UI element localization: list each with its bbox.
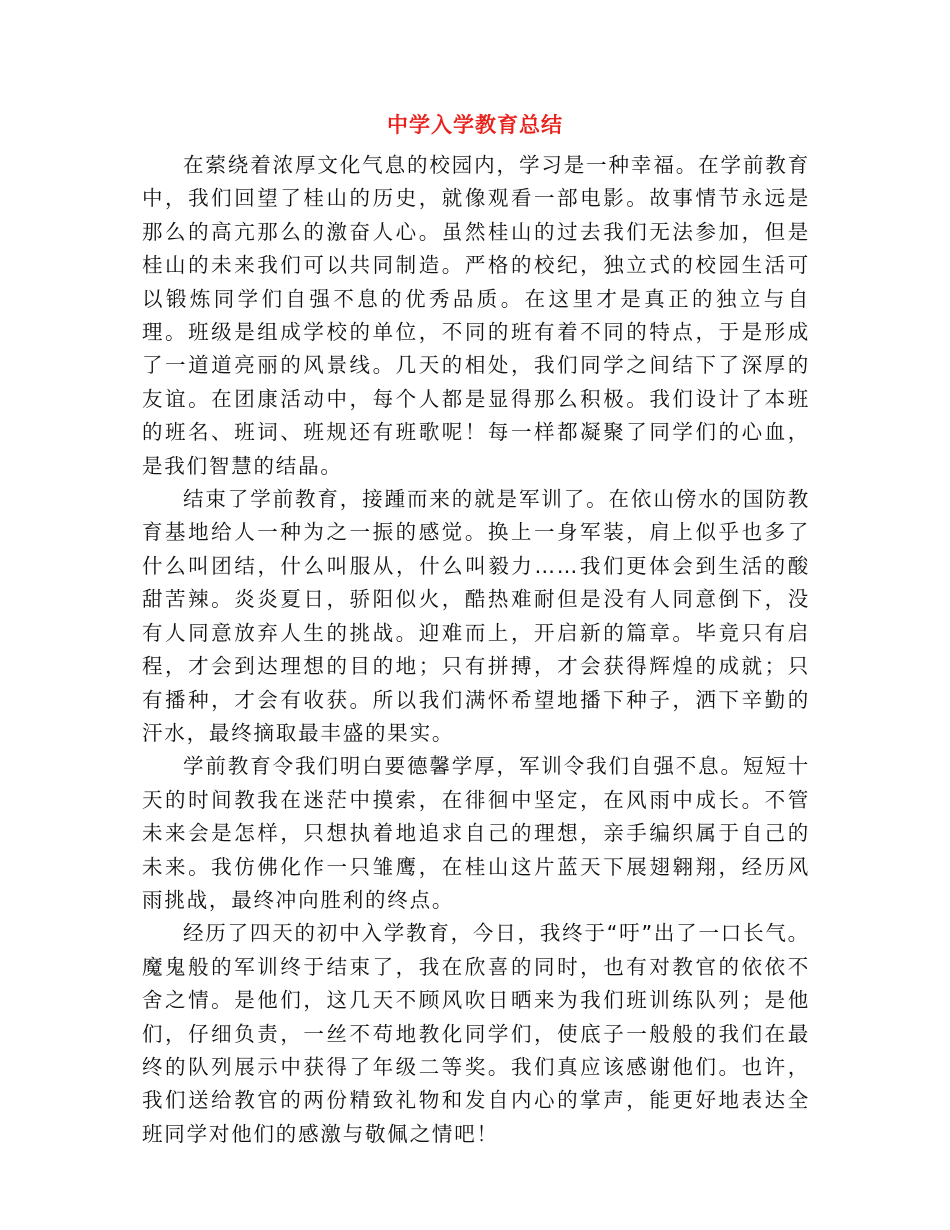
- paragraph: 结束了学前教育，接踵而来的就是军训了。在依山傍水的国防教育基地给人一种为之一振的感觉。换上一身军装，肩上似乎也多了什么叫团结，什么叫服从，什么叫毅力……我们更体会到生活的酸甜苦辣。炎炎夏日，骄阳似火，酷热难耐但是没有人同意倒下，没有人同意放弃人生的挑战。迎难而上，开启新的篇章。毕竟只有启程，才会到达理想的目的地；只有拼搏，才会获得辉煌的成就；只有播种，才会有收获。所以我们满怀希望地播下种子，洒下辛勤的汗水，最终摘取最丰盛的果实。: [142, 487, 810, 745]
- paragraph: 在萦绕着浓厚文化气息的校园内，学习是一种幸福。在学前教育中，我们回望了桂山的历史，就像观看一部电影。故事情节永远是那么的高亢那么的激奋人心。虽然桂山的过去我们无法参加，但是桂山的未来我们可以共同制造。严格的校纪，独立式的校园生活可以锻炼同学们自强不息的优秀品质。在这里才是真正的独立与自理。班级是组成学校的单位，不同的班有着不同的特点，于是形成了一道道亮丽的风景线。几天的相处，我们同学之间结下了深厚的友谊。在团康活动中，每个人都是显得那么积极。我们设计了本班的班名、班词、班规还有班歌呢！每一样都凝聚了同学们的心血，是我们智慧的结晶。: [142, 153, 810, 478]
- paragraph: 学前教育令我们明白要德馨学厚，军训令我们自强不息。短短十天的时间教我在迷茫中摸索，在徘徊中坚定，在风雨中成长。不管未来会是怎样，只想执着地追求自己的理想，亲手编织属于自己的未来。我仿佛化作一只雏鹰，在桂山这片蓝天下展翅翱翔，经历风雨挑战，最终冲向胜利的终点。: [142, 754, 810, 912]
- document-title: 中学入学教育总结: [387, 113, 563, 137]
- paragraph: 经历了四天的初中入学教育，今日，我终于“吁”出了一口长气。魔鬼般的军训终于结束了，我在欣喜的同时，也有对教官的依依不舍之情。是他们，这几天不顾风吹日晒来为我们班训练队列；是他们，仔细负责，一丝不苟地教化同学们，使底子一般般的我们在最终的队列展示中获得了年级二等奖。我们真应该感谢他们。也许，我们送给教官的两份精致礼物和发自内心的掌声，能更好地表达全班同学对他们的感激与敬佩之情吧！: [142, 921, 810, 1146]
- document-body: [142, 149, 810, 1151]
